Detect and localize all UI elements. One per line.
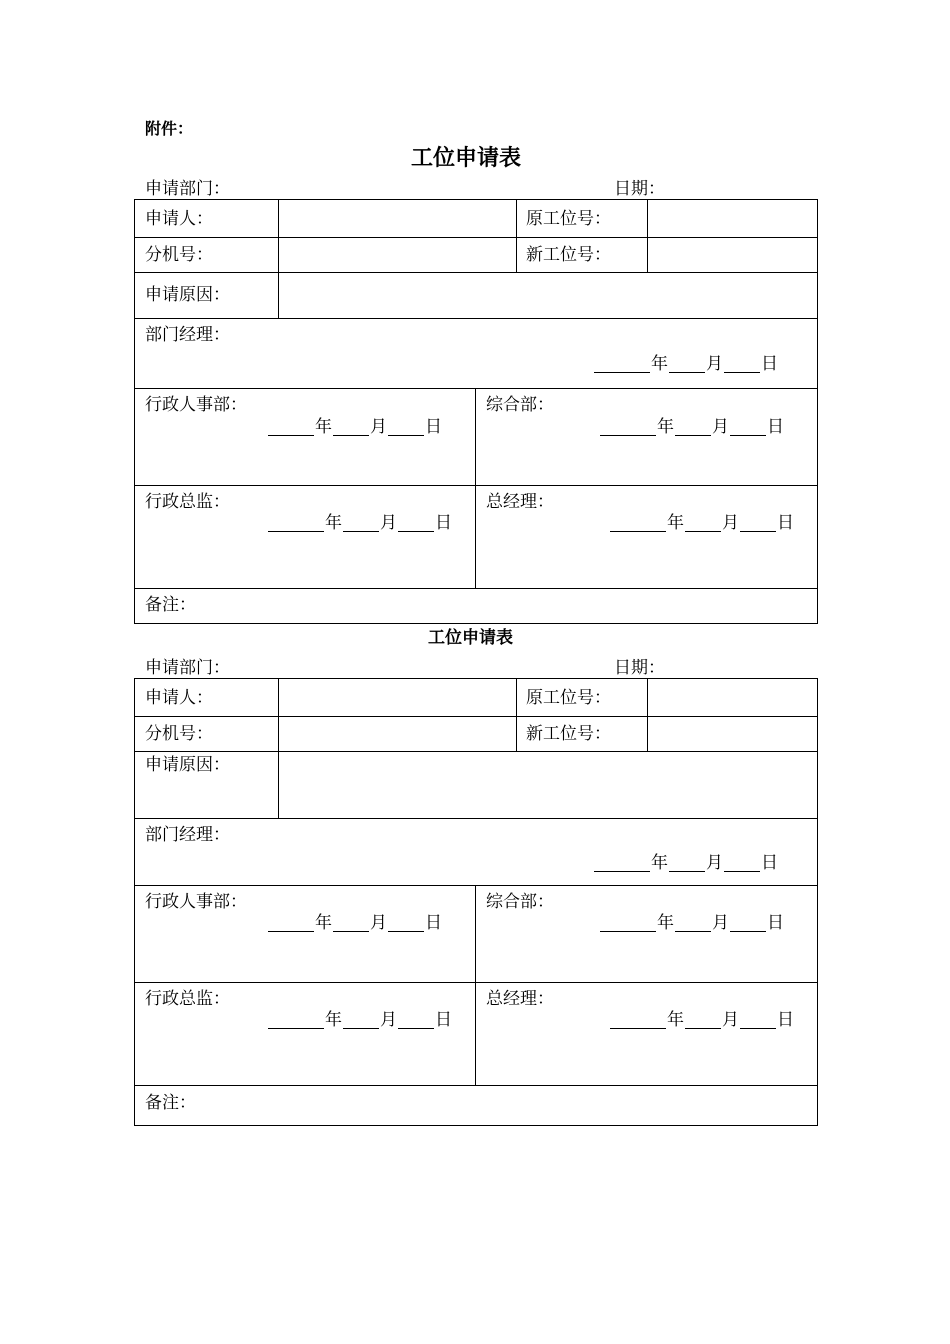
ext-label: 分机号： bbox=[145, 724, 213, 744]
dept-manager-label: 部门经理： bbox=[145, 825, 230, 845]
admin-director-date: 年 月 日 bbox=[267, 1012, 452, 1029]
application-form-table bbox=[134, 678, 818, 1126]
admin-hr-label: 行政人事部： bbox=[145, 395, 247, 415]
admin-director-label: 行政总监： bbox=[145, 989, 230, 1009]
application-form-table bbox=[134, 199, 818, 624]
general-dept-label: 综合部： bbox=[486, 395, 554, 415]
reason-label: 申请原因： bbox=[145, 755, 230, 775]
date-label: 日期： bbox=[614, 658, 665, 678]
orig-seat-field[interactable] bbox=[648, 200, 816, 237]
general-dept-date: 年 月 日 bbox=[599, 915, 784, 932]
applicant-field[interactable] bbox=[279, 679, 516, 716]
dept-manager-date: 年 月 日 bbox=[593, 356, 778, 373]
date-label: 日期： bbox=[614, 179, 665, 199]
dept-manager-date: 年 月 日 bbox=[593, 855, 778, 872]
new-seat-field[interactable] bbox=[648, 238, 816, 272]
applicant-field[interactable] bbox=[279, 200, 516, 237]
general-manager-date: 年 月 日 bbox=[609, 1012, 794, 1029]
form-title: 工位申请表 bbox=[428, 628, 513, 648]
new-seat-label: 新工位号： bbox=[526, 724, 611, 744]
admin-hr-label: 行政人事部： bbox=[145, 892, 247, 912]
ext-field[interactable] bbox=[279, 717, 516, 751]
dept-label: 申请部门： bbox=[145, 179, 230, 199]
new-seat-label: 新工位号： bbox=[526, 245, 611, 265]
reason-label: 申请原因： bbox=[145, 285, 230, 305]
applicant-label: 申请人： bbox=[145, 209, 213, 229]
ext-label: 分机号： bbox=[145, 245, 213, 265]
orig-seat-field[interactable] bbox=[648, 679, 816, 716]
remarks-label: 备注： bbox=[145, 595, 196, 615]
reason-field[interactable] bbox=[279, 273, 816, 318]
form-title: 工位申请表 bbox=[411, 146, 522, 171]
reason-field[interactable] bbox=[279, 752, 816, 818]
ext-field[interactable] bbox=[279, 238, 516, 272]
general-dept-label: 综合部： bbox=[486, 892, 554, 912]
admin-director-label: 行政总监： bbox=[145, 492, 230, 512]
dept-label: 申请部门： bbox=[145, 658, 230, 678]
admin-hr-date: 年 月 日 bbox=[267, 915, 442, 932]
general-manager-label: 总经理： bbox=[486, 492, 554, 512]
attachment-label: 附件： bbox=[145, 119, 194, 138]
orig-seat-label: 原工位号： bbox=[526, 688, 611, 708]
orig-seat-label: 原工位号： bbox=[526, 209, 611, 229]
remarks-label: 备注： bbox=[145, 1093, 196, 1113]
admin-hr-date: 年 月 日 bbox=[267, 419, 442, 436]
general-dept-date: 年 月 日 bbox=[599, 419, 784, 436]
general-manager-label: 总经理： bbox=[486, 989, 554, 1009]
applicant-label: 申请人： bbox=[145, 688, 213, 708]
dept-manager-label: 部门经理： bbox=[145, 325, 230, 345]
new-seat-field[interactable] bbox=[648, 717, 816, 751]
general-manager-date: 年 月 日 bbox=[609, 515, 794, 532]
admin-director-date: 年 月 日 bbox=[267, 515, 452, 532]
